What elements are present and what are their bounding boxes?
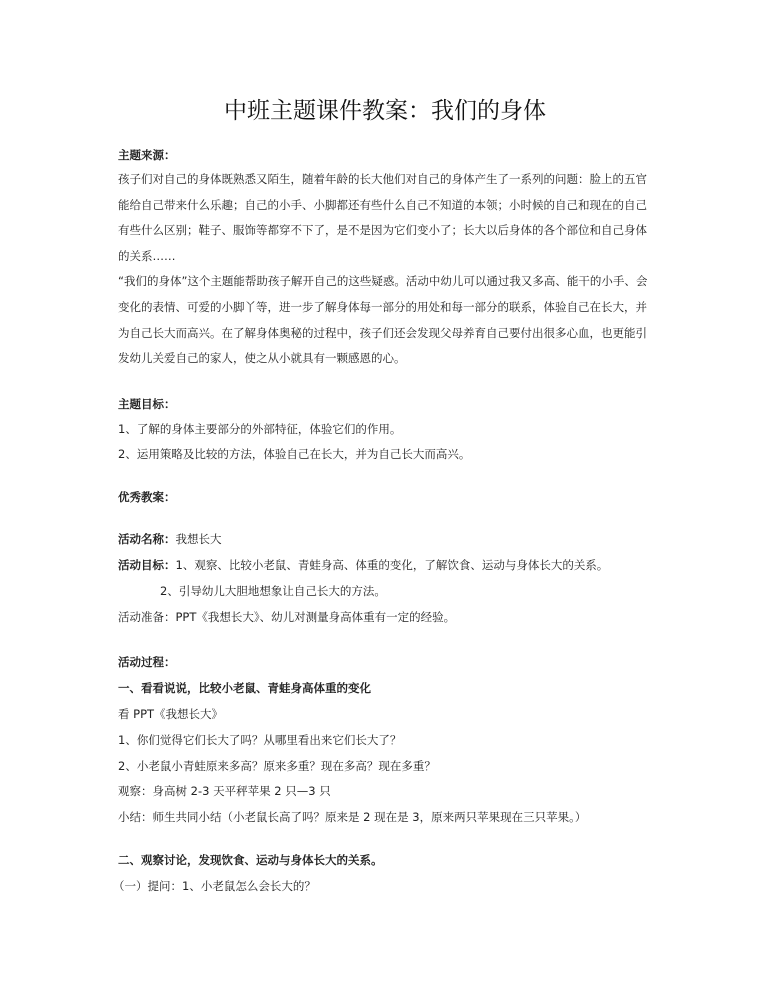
- activity-goal-label: 活动目标：: [118, 558, 176, 572]
- source-line: 的关系……: [118, 249, 176, 263]
- activity-goal: [118, 558, 608, 572]
- source-line: 发幼儿关爱自己的家人，使之从小就具有一颗感恩的心。: [118, 351, 406, 365]
- source-line: 为自己长大而高兴。在了解身体奥秘的过程中，孩子们还会发现父母养育自己要付出很多心血，也更能引: [118, 326, 647, 340]
- activity-goal-1: 1、观察、比较小老鼠、青蛙身高、体重的变化，了解饮食、运动与身体长大的关系。: [175, 558, 609, 572]
- source-line: 孩子们对自己的身体既熟悉又陌生，随着年龄的长大他们对自己的身体产生了一系列的问题：脸上的五官: [118, 172, 647, 186]
- source-line: “我们的身体”这个主题能帮助孩子解开自己的这些疑惑。活动中幼儿可以通过我又多高、能干的小手、会: [118, 274, 648, 288]
- goal-item: 1、了解的身体主要部分的外部特征，体验它们的作用。: [118, 422, 402, 436]
- process-heading: 活动过程：: [118, 655, 176, 669]
- step1-heading: 一、看看说说，比较小老鼠、青蛙身高体重的变化: [118, 681, 371, 695]
- activity-name-value: 我想长大: [175, 532, 222, 546]
- activity-goal-2: 2、引导幼儿大胆地想象让自己长大的方法。: [160, 584, 386, 598]
- document-title: 中班主题课件教案：我们的身体: [224, 98, 546, 124]
- source-line: 变化的表情、可爱的小脚丫等，进一步了解身体每一部分的用处和每一部分的联系，体验自己在长大，并: [118, 300, 647, 314]
- activity-name: [118, 532, 222, 546]
- source-line: 能给自己带来什么乐趣；自己的小手、小脚都还有些什么自己不知道的本领；小时候的自己和现在的自己: [118, 198, 647, 212]
- step1-line: 2、小老鼠小青蛙原来多高？原来多重？现在多高？现在多重？: [118, 759, 436, 773]
- step1-line: 观察：身高树 2-3 天平秤苹果 2 只—3 只: [118, 784, 331, 798]
- source-line: 有些什么区别；鞋子、服饰等都穿不下了，是不是因为它们变小了；长大以后身体的各个部位和自己身体: [118, 223, 647, 237]
- step1-line: 小结：师生共同小结（小老鼠长高了吗？原来是 2 现在是 3，原来两只苹果现在三只苹果。）: [118, 810, 587, 824]
- goal-heading: 主题目标：: [118, 397, 176, 411]
- step1-line: 1、你们觉得它们长大了吗？从哪里看出来它们长大了？: [118, 733, 402, 747]
- activity-prep: 活动准备：PPT《我想长大》、幼儿对测量身高体重有一定的经验。: [118, 610, 456, 624]
- activity-name-label: 活动名称：: [118, 532, 176, 546]
- source-heading: 主题来源：: [118, 148, 176, 162]
- step2-heading: 二、观察讨论，发现饮食、运动与身体长大的关系。: [118, 853, 383, 867]
- goal-item: 2、运用策略及比较的方法，体验自己在长大，并为自己长大而高兴。: [118, 447, 471, 461]
- step1-line: 看 PPT《我想长大》: [118, 707, 224, 721]
- step2-line: （一）提问：1、小老鼠怎么会长大的？: [113, 879, 316, 893]
- plan-heading: 优秀教案：: [118, 490, 176, 504]
